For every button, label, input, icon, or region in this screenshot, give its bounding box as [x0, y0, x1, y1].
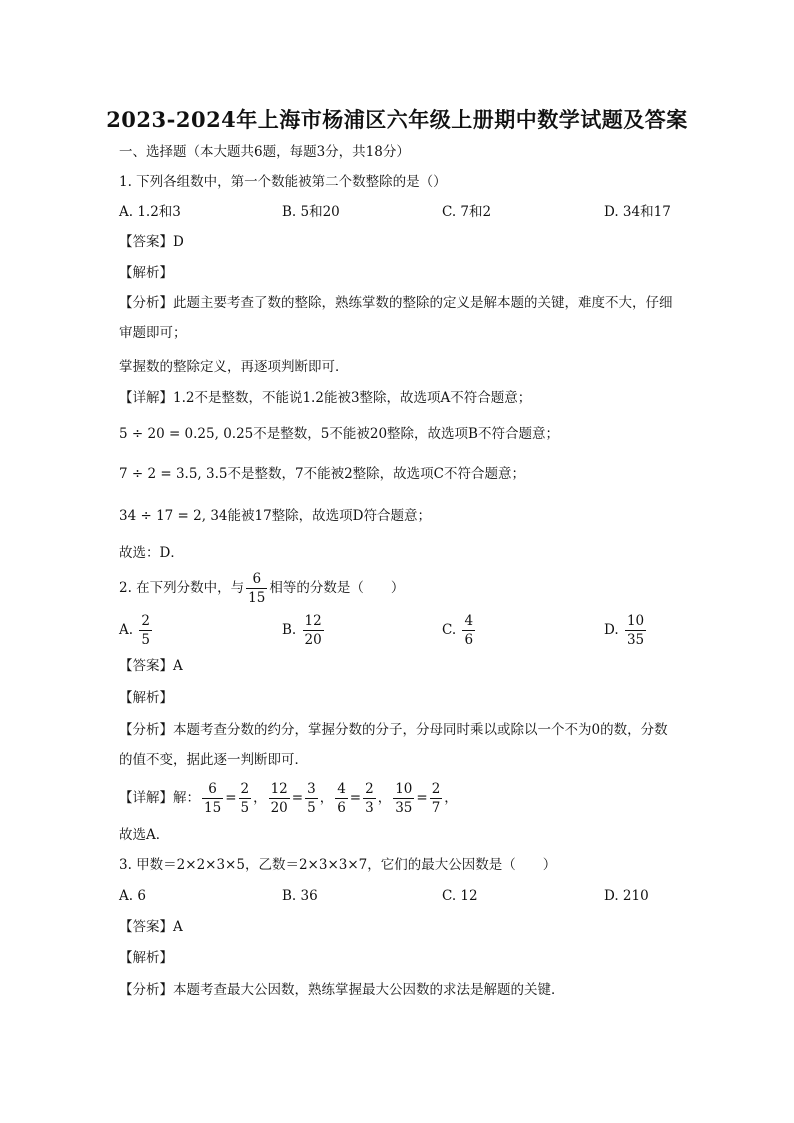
q1-detail-4-text: 能被17整除，故选项D符合题意；	[227, 508, 432, 524]
q2-eq-right-fraction	[305, 780, 318, 817]
q2-stem-denominator: 15	[248, 590, 266, 606]
q2-option-a-den: 5	[141, 632, 150, 648]
q2-eq-left-fraction	[202, 780, 223, 817]
q2-eq-left-fraction-den: 20	[270, 800, 288, 816]
q2-eq-right-fraction-num: 2	[431, 781, 441, 797]
q2-option-b-den: 20	[304, 632, 322, 648]
q2-option-b	[282, 612, 326, 649]
q2-detail-equation	[391, 781, 458, 816]
q2-eq-right-fraction-den: 7	[431, 800, 441, 816]
q2-eq-left-fraction-den: 15	[204, 800, 222, 816]
q2-stem-fraction	[246, 570, 267, 607]
q2-option-a-num: 2	[141, 613, 150, 629]
comma: ，	[444, 790, 458, 806]
q2-eq-left-fraction-num: 4	[337, 781, 346, 797]
q2-option-c-den: 6	[464, 632, 474, 648]
question-1-stem: 1. 下列各组数中，第一个数能被第二个数整除的是（）	[119, 174, 447, 190]
q1-detail-3-text: 不是整数，7不能被2整除，故选项C不符合题意；	[227, 466, 526, 482]
q2-eq-left-fraction-num: 12	[270, 781, 288, 797]
q2-eq-left-fraction	[335, 780, 348, 817]
q2-option-d-num: 10	[626, 613, 645, 629]
equals-sign: =	[349, 790, 362, 806]
q2-option-c-label: C.	[442, 622, 457, 638]
q3-option-c: C. 12	[442, 888, 478, 904]
q2-eq-right-fraction-num: 2	[365, 781, 374, 797]
q1-detail-4-math: 34 ÷ 17 = 2, 34	[119, 508, 228, 524]
q2-detail-equation	[333, 781, 392, 816]
q2-eq-right-fraction-den: 5	[307, 800, 316, 816]
q2-detail	[119, 780, 458, 817]
q2-eq-right-fraction-num: 2	[240, 781, 250, 797]
q2-eq-left-fraction	[269, 780, 290, 817]
q2-stem-pre: 2. 在下列分数中，与	[119, 580, 245, 596]
equals-sign: =	[291, 790, 304, 806]
q2-eq-right-fraction	[363, 780, 376, 817]
q2-eq-left-fraction	[393, 780, 414, 817]
comma: ，	[319, 790, 334, 806]
q1-detail-1: 【详解】1.2不是整数，不能说1.2能被3整除，故选项A不符合题意；	[119, 390, 532, 406]
q1-fenxi: 【分析】此题主要考查了数的整除，熟练掌数的整除的定义是解本题的关键，难度不大，仔细审题即可；	[119, 295, 673, 341]
q2-option-a-fraction	[139, 612, 152, 649]
q3-fenxi: 【分析】本题考查最大公因数，熟练掌握最大公因数的求法是解题的关键．	[119, 982, 565, 998]
q2-detail-label: 【详解】解：	[119, 790, 200, 806]
q2-eq-right-fraction	[239, 780, 252, 817]
q2-option-d	[604, 612, 648, 649]
q3-option-a: A. 6	[119, 888, 146, 904]
q2-option-b-num: 12	[304, 613, 322, 629]
q2-option-a-label: A.	[119, 622, 134, 638]
q2-option-c-num: 4	[464, 613, 474, 629]
q1-detail-2-text: 不是整数，5不能被20整除，故选项B不符合题意；	[253, 426, 559, 442]
q1-conclusion: 故选：D．	[119, 545, 184, 561]
q2-eq-left-fraction-den: 6	[337, 800, 346, 816]
q1-option-c: C. 7和2	[442, 204, 492, 220]
q2-eq-right-fraction	[430, 780, 443, 817]
q3-option-d: D. 210	[604, 888, 649, 904]
q2-answer: 【答案】A	[119, 658, 183, 674]
document-title: 2023-2024年上海市杨浦区六年级上册期中数学试题及答案	[106, 107, 688, 132]
q2-option-d-fraction	[625, 612, 646, 649]
q1-answer: 【答案】D	[119, 234, 184, 250]
q2-eq-left-fraction-den: 35	[395, 800, 413, 816]
q2-analysis-label: 【解析】	[119, 690, 173, 706]
q2-option-b-fraction	[303, 612, 324, 649]
equals-sign: =	[225, 790, 237, 806]
q2-option-b-label: B.	[282, 622, 297, 638]
q2-eq-left-fraction-num: 6	[202, 780, 223, 799]
q2-eq-left-fraction-num: 10	[395, 781, 413, 797]
q2-conclusion: 故选A．	[119, 827, 170, 843]
q2-stem-post: 相等的分数是（ ）	[269, 580, 405, 596]
q2-stem-numerator: 6	[246, 570, 267, 589]
comma: ，	[253, 790, 267, 806]
q2-detail-equations	[200, 781, 458, 816]
question-3-stem: 3. 甲数＝2×2×3×5，乙数＝2×3×3×7，它们的最大公因数是（ ）	[119, 857, 557, 873]
q1-detail-3-math: 7 ÷ 2 = 3.5, 3.5	[119, 466, 228, 482]
q3-analysis-label: 【解析】	[119, 950, 173, 966]
q2-eq-right-fraction-num: 3	[307, 781, 316, 797]
q2-option-c	[442, 612, 477, 649]
q1-fenxi-2: 掌握数的整除定义，再逐项判断即可．	[119, 359, 349, 375]
comma: ，	[377, 790, 392, 806]
q2-detail-equation	[267, 781, 334, 816]
equals-sign: =	[416, 790, 428, 806]
section-heading: 一、选择题（本大题共6题，每题3分，共18分）	[119, 144, 410, 160]
q1-detail-3	[119, 464, 525, 484]
q2-detail-equation	[200, 781, 267, 816]
q2-option-c-fraction	[462, 612, 475, 649]
q2-fenxi: 【分析】本题考查分数的约分，掌握分数的分子，分母同时乘以或除以一个不为0的数，分数的值不变，据此逐一判断即可．	[119, 722, 668, 768]
q2-option-d-label: D.	[604, 622, 619, 638]
q3-option-b: B. 36	[282, 888, 318, 904]
q2-eq-right-fraction-den: 5	[240, 800, 250, 816]
q2-option-a	[119, 612, 154, 649]
question-2-stem	[119, 570, 404, 607]
q2-eq-right-fraction-den: 3	[365, 800, 374, 816]
q1-option-a: A. 1.2和3	[119, 204, 181, 220]
q1-detail-2-math: 5 ÷ 20 = 0.25, 0.25	[119, 426, 254, 442]
q3-answer: 【答案】A	[119, 919, 183, 935]
q1-option-b: B. 5和20	[282, 204, 340, 220]
q1-detail-4	[119, 506, 431, 526]
q1-analysis-label: 【解析】	[119, 265, 173, 281]
q1-option-d: D. 34和17	[604, 204, 671, 220]
q2-option-d-den: 35	[626, 632, 645, 648]
q1-detail-2	[119, 424, 559, 444]
